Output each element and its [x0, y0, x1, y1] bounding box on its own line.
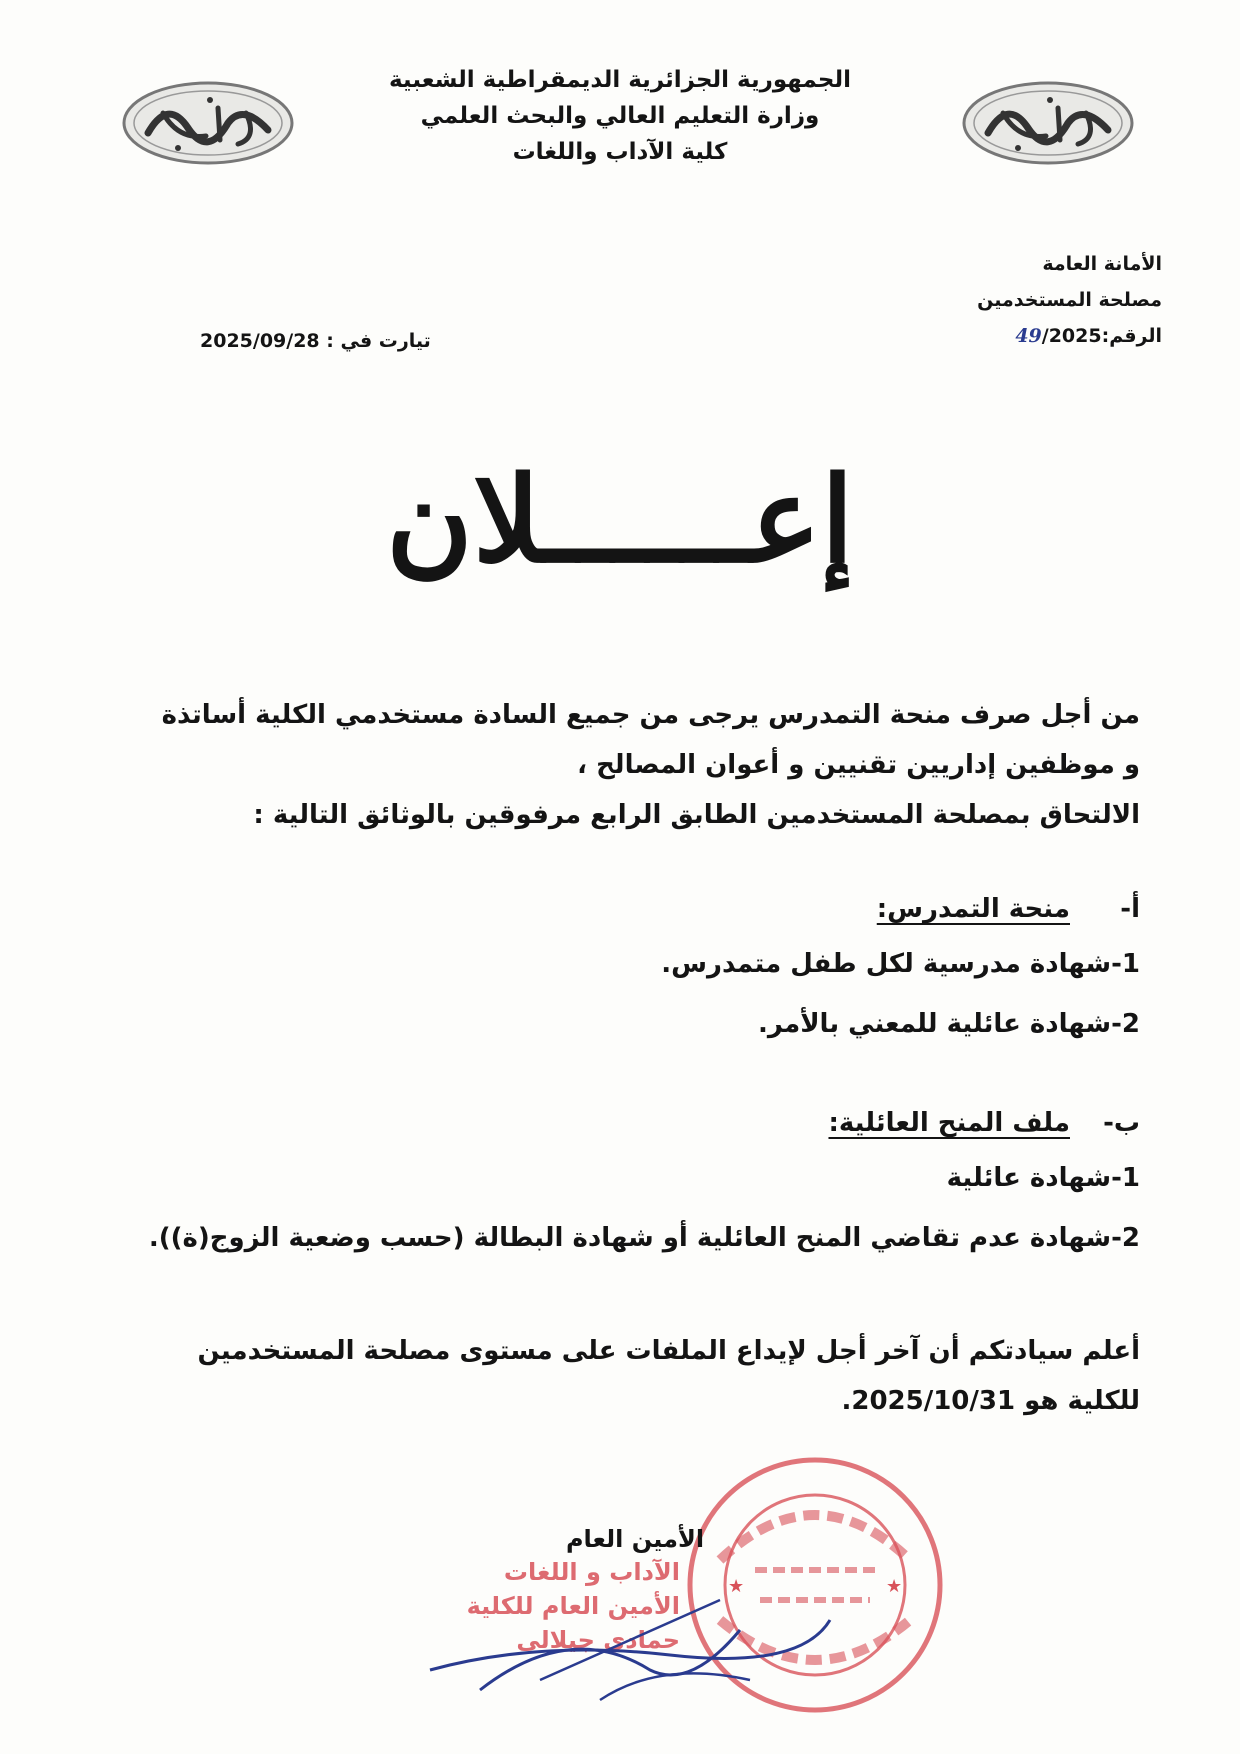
- secretariat-label: الأمانة العامة: [1042, 253, 1162, 275]
- reference-number: 49: [1015, 325, 1042, 347]
- announcement-body: [110, 690, 1140, 1426]
- reference-label: الرقم:: [1101, 325, 1162, 347]
- section-letter: أ-: [1120, 894, 1140, 924]
- stamp-line: حمادي جيلالي: [516, 1626, 680, 1654]
- date-line: تيارت في : 2025/09/28: [200, 330, 431, 352]
- university-logo-left: [118, 78, 298, 168]
- announcement-title: إعــــــلان: [386, 450, 854, 589]
- section-title: منحة التمدرس:: [876, 894, 1070, 924]
- reference-year: /2025: [1041, 325, 1102, 347]
- closing-line: للكلية هو 2025/10/31.: [841, 1386, 1140, 1416]
- handwritten-signature: [420, 1560, 840, 1710]
- list-item: 2-شهادة عائلية للمعني بالأمر.: [758, 1009, 1140, 1039]
- list-item: 1-شهادة مدرسية لكل طفل متمدرس.: [661, 949, 1140, 979]
- closing-line: أعلم سيادتكم أن آخر أجل لإيداع الملفات على مستوى مصلحة المستخدمين: [197, 1336, 1140, 1366]
- intro-line: و موظفين إداريين تقنيين و أعوان المصالح ،: [577, 750, 1140, 780]
- list-item: 2-شهادة عدم تقاضي المنح العائلية أو شهادة البطالة (حسب وضعية الزوج(ة)).: [148, 1223, 1140, 1253]
- document-header: [300, 62, 940, 170]
- signatory-title: الأمين العام: [565, 1525, 705, 1553]
- reference-line: [862, 318, 1162, 354]
- calligraphy-logo-icon: [118, 78, 298, 168]
- stamp-line: الآداب و اللغات: [503, 1558, 680, 1586]
- svg-text:★: ★: [886, 1576, 903, 1597]
- section-b-heading: [110, 1098, 1140, 1148]
- admin-block: [862, 246, 1162, 354]
- signature-icon: [420, 1560, 840, 1710]
- calligraphy-logo-icon: [958, 78, 1138, 168]
- section-a-heading: [110, 884, 1140, 934]
- service-label: مصلحة المستخدمين: [977, 289, 1162, 311]
- section-title: ملف المنح العائلية:: [828, 1108, 1070, 1138]
- svg-text:★: ★: [728, 1576, 745, 1597]
- ministry-name: وزارة التعليم العالي والبحث العلمي: [420, 103, 820, 129]
- list-item: 1-شهادة عائلية: [946, 1163, 1140, 1193]
- intro-line: الالتحاق بمصلحة المستخدمين الطابق الرابع مرفوقين بالوثائق التالية :: [253, 800, 1140, 830]
- section-letter: ب-: [1103, 1108, 1140, 1138]
- republic-name: الجمهورية الجزائرية الديمقراطية الشعبية: [388, 67, 852, 93]
- intro-line: من أجل صرف منحة التمدرس يرجى من جميع السادة مستخدمي الكلية أساتذة: [161, 700, 1140, 730]
- university-logo-right: [958, 78, 1138, 168]
- stamp-line: الأمين العام للكلية: [466, 1592, 680, 1620]
- faculty-name: كلية الآداب واللغات: [512, 139, 728, 165]
